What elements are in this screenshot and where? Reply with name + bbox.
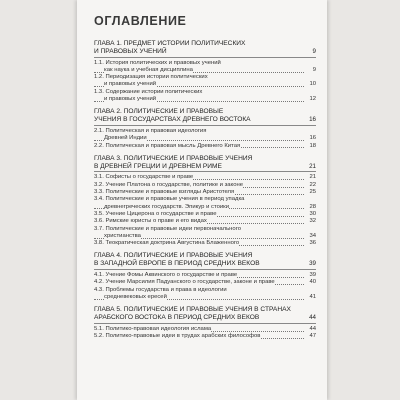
- chapter-title-line: ГЛАВА 3. ПОЛИТИЧЕСКИЕ И ПРАВОВЫЕ УЧЕНИЯ: [94, 154, 253, 162]
- book-page: [77, 0, 327, 400]
- toc-entry-line: [94, 204, 316, 211]
- toc-entry-line: [94, 279, 316, 286]
- chapter-title-line: ГЛАВА 4. ПОЛИТИЧЕСКИЕ И ПРАВОВЫЕ УЧЕНИЯ: [94, 252, 253, 260]
- toc-heading: ОГЛАВЛЕНИЕ: [94, 14, 187, 28]
- entry-page-number: 41: [309, 293, 316, 300]
- entry-text: и правовых учений: [104, 96, 157, 103]
- chapter-title-line: ГЛАВА 5. ПОЛИТИЧЕСКИЕ И ПРАВОВЫЕ УЧЕНИЯ В СТРАНАХ: [94, 306, 291, 314]
- entry-text: 4.1. Учение Фомы Аквинского о государстве и праве: [94, 272, 238, 279]
- entry-page-number: 9: [312, 66, 316, 73]
- entry-text: 1.3. Содержание истории политических: [94, 88, 203, 95]
- toc-entry-line: [94, 89, 316, 96]
- entry-text: и правовых учений: [104, 81, 157, 88]
- toc-entry-line: [94, 196, 316, 203]
- chapter-title-line: ГЛАВА 1. ПРЕДМЕТ ИСТОРИИ ПОЛИТИЧЕСКИХ: [94, 40, 246, 47]
- toc-entry-line: [94, 294, 316, 301]
- entry-text: 3.4. Политические и правовые учения в период упадка: [94, 196, 245, 203]
- entry-page-number: 22: [309, 181, 316, 188]
- entry-page-number: 34: [309, 232, 316, 239]
- entry-text: средневековых ересей: [104, 293, 167, 300]
- chapter-title: [94, 252, 316, 270]
- entry-page-number: 44: [309, 325, 316, 332]
- chapter-page-number: 21: [309, 162, 316, 170]
- chapter-title: [94, 40, 316, 58]
- toc-entry-line: [94, 333, 316, 340]
- toc-entry-line: [94, 96, 316, 103]
- entry-text: 4.3. Проблемы государства и права в идеологии: [94, 286, 227, 293]
- chapter-page-number: 16: [309, 116, 316, 124]
- chapter-title-line: И ПРАВОВЫХ УЧЕНИЙ 9: [94, 47, 316, 55]
- entry-text: Древней Индии: [104, 135, 147, 142]
- chapter-title: [94, 108, 316, 126]
- entry-text: 4.2. Учение Марсилия Падуанского о государстве, законе и праве: [94, 279, 275, 286]
- chapter-title: [94, 306, 316, 324]
- toc-entry-line: [94, 135, 316, 142]
- toc-chapter: [94, 40, 316, 103]
- toc-entry-line: [94, 218, 316, 225]
- chapter-title-line: В ЗАПАДНОЙ ЕВРОПЕ В ПЕРИОД СРЕДНИХ ВЕКОВ 39: [94, 260, 316, 268]
- toc-entry-line: [94, 174, 316, 181]
- entry-text: 3.1. Софисты о государстве и праве: [94, 174, 194, 181]
- chapter-page-number: 9: [312, 47, 316, 55]
- entry-text: 3.5. Учение Цицерона о государстве и праве: [94, 210, 217, 217]
- entry-page-number: 32: [309, 218, 316, 225]
- toc-entry-line: [94, 143, 316, 150]
- entry-page-number: 21: [309, 174, 316, 181]
- toc-chapter: [94, 155, 316, 248]
- entry-page-number: 18: [309, 142, 316, 149]
- chapter-title: [94, 155, 316, 173]
- entry-text: 1.2. Периодизация истории политических: [94, 74, 208, 81]
- toc-entry-line: [94, 326, 316, 333]
- entry-page-number: 10: [309, 81, 316, 88]
- toc-entry-line: [94, 287, 316, 294]
- entry-page-number: 47: [309, 333, 316, 340]
- entry-text: 2.2. Политическая и правовая мысль Древнего Китая: [94, 142, 241, 149]
- chapter-page-number: 39: [309, 260, 316, 268]
- table-of-contents: [94, 40, 316, 345]
- chapter-title-line: ГЛАВА 2. ПОЛИТИЧЕСКИЕ И ПРАВОВЫЕ: [94, 108, 224, 116]
- entry-page-number: 40: [309, 279, 316, 286]
- entry-text: 3.2. Учение Платона о государстве, политике и законе: [94, 181, 244, 188]
- chapter-title-line: АРАБСКОГО ВОСТОКА В ПЕРИОД СРЕДНИХ ВЕКОВ 44: [94, 314, 316, 321]
- entry-page-number: 36: [309, 240, 316, 247]
- entry-page-number: 28: [309, 203, 316, 210]
- toc-entry-line: [94, 81, 316, 88]
- entry-text: древнегреческих государств. Эпикур и стоики: [104, 203, 230, 210]
- entry-text: 3.6. Римские юристы о праве и его видах: [94, 218, 207, 225]
- entry-page-number: 12: [309, 96, 316, 103]
- entry-text: 2.1. Политическая и правовая идеология: [94, 127, 207, 134]
- toc-chapter: [94, 108, 316, 149]
- entry-text: христианства: [104, 232, 141, 239]
- toc-chapter: [94, 306, 316, 340]
- toc-entry-line: [94, 60, 316, 67]
- toc-chapter: [94, 252, 316, 301]
- chapter-title-line: В ДРЕВНЕЙ ГРЕЦИИ И ДРЕВНЕМ РИМЕ 21: [94, 162, 316, 170]
- chapter-title-line: УЧЕНИЯ В ГОСУДАРСТВАХ ДРЕВНЕГО ВОСТОКА 16: [94, 116, 316, 124]
- entry-text: 3.8. Теократическая доктрина Августина Блаженного: [94, 240, 240, 247]
- entry-page-number: 30: [309, 210, 316, 217]
- chapter-page-number: 44: [309, 314, 316, 321]
- entry-text: 5.2. Политико-правовые идеи в трудах арабских философов: [94, 333, 261, 340]
- entry-page-number: 16: [309, 135, 316, 142]
- entry-text: как наука и учебная дисциплина: [104, 66, 193, 73]
- entry-text: 3.7. Политические и правовые идеи первоначального: [94, 225, 242, 232]
- toc-entry-line: [94, 182, 316, 189]
- toc-entry-line: [94, 240, 316, 247]
- entry-text: 5.1. Политико-правовая идеология ислама: [94, 325, 212, 332]
- entry-page-number: 39: [309, 272, 316, 279]
- entry-text: 3.3. Политические и правовые взгляды Аристотеля: [94, 189, 235, 196]
- toc-entry-line: [94, 226, 316, 233]
- entry-text: 1.1. История политических и правовых учений: [94, 59, 221, 66]
- entry-page-number: 25: [309, 189, 316, 196]
